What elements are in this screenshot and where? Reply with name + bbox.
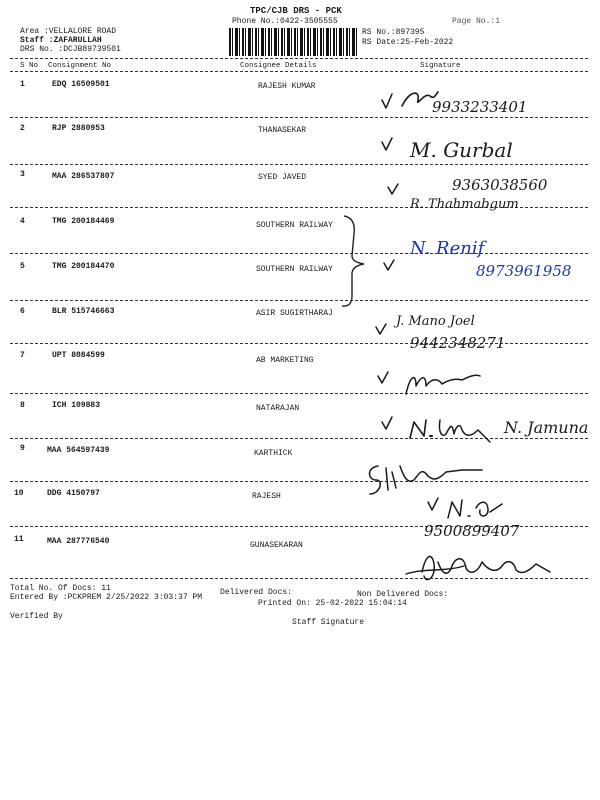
row-consignee: GUNASEKARAN [250,541,303,550]
page-number: Page No.:1 [452,17,501,26]
staff-signature: Staff Signature [292,618,365,627]
signature-row-8 [380,412,500,446]
non-delivered-docs: Non Delivered Docs: [357,590,449,599]
total-docs: Total No. Of Docs: 11 [10,584,111,593]
phone-row-10: 9500899407 [424,522,520,540]
row-sno: 8 [20,401,25,410]
row-consignment: MAA 286537807 [52,172,115,181]
phone-row-3: 9363038560 [452,176,548,194]
row-consignment: TMG 200184469 [52,217,115,226]
row-divider [10,164,588,165]
row-divider [10,393,588,394]
row-sno: 9 [20,444,25,453]
row-consignment: MAA 287776540 [47,537,110,546]
signature-row-11 [404,548,554,590]
tick-row-4-5 [382,258,402,274]
signature-row-2: M. Gurbal [410,138,513,162]
row-consignment: RJP 2880953 [52,124,105,133]
row-consignment: EDQ 16509501 [52,80,110,89]
verified-by: Verified By [10,612,63,621]
signature-row-9 [364,458,494,498]
row-consignment: ICH 109883 [52,401,101,410]
row-divider [10,438,588,439]
row-sno: 2 [20,124,25,133]
phone-row-1: 9933233401 [432,98,528,116]
row-divider [10,300,588,301]
row-consignee: SOUTHERN RAILWAY [256,221,333,230]
row-sno: 6 [20,307,25,316]
column-consignment: Consignment No [48,62,112,70]
rs-number: RS No.:897395 [362,28,425,37]
document-title: TPC/CJB DRS - PCK [250,6,342,16]
header-divider-bottom [10,71,588,72]
tick-row-2 [380,136,410,156]
second-signature-row-8: N. Jamuna [504,418,589,437]
entered-by: Entered By :PCKPREM 2/25/2022 3:03:37 PM [10,593,203,602]
row-consignee: SYED JAVED [258,173,307,182]
drs-number: DRS No. :DCJB89739501 [20,45,121,54]
row-sno: 7 [20,351,25,360]
row-consignment: BLR 515746663 [52,307,115,316]
phone-row-6: 9442348271 [410,334,506,352]
delivered-docs: Delivered Docs: [220,588,293,597]
signature-row-7 [376,370,486,400]
row-divider [10,481,588,482]
signature-row-3: R. Thahmabgum [410,197,519,212]
grouping-brace [340,214,370,310]
row-consignment: UPT 8084599 [52,351,105,360]
row-consignee: KARTHICK [254,449,293,458]
signature-row-4-5: N. Renif [410,238,485,259]
row-consignment: DDG 4150797 [47,489,100,498]
row-sno: 3 [20,170,25,179]
header-divider-top [10,58,588,59]
row-sno: 5 [20,262,25,271]
row-sno: 10 [14,489,24,498]
row-consignment: MAA 564597439 [47,446,110,455]
row-consignee: ASIR SUGIRTHARAJ [256,309,333,318]
phone-row-4-5: 8973961958 [476,262,572,280]
row-consignee: SOUTHERN RAILWAY [256,265,333,274]
phone-number: Phone No.:0422-3505555 [232,17,338,26]
barcode [229,28,359,56]
tick-row-3 [386,182,406,198]
column-signature: Signature [420,62,461,70]
row-consignee: AB MARKETING [256,356,314,365]
staff-label: Staff :ZAFARULLAH [20,36,102,45]
row-consignee: RAJESH [252,492,281,501]
column-consignee: Consignee Details [240,62,317,70]
column-sno: S No [20,62,39,70]
row-sno: 1 [20,80,25,89]
row-divider [10,253,588,254]
signature-row-6: J. Mano Joel [396,314,475,329]
signature-row-1 [380,86,440,116]
row-consignee: RAJESH KUMAR [258,82,316,91]
row-consignee: THANASEKAR [258,126,307,135]
printed-on: Printed On: 25-02-2022 15:04:14 [258,599,407,608]
row-divider [10,117,588,118]
row-consignment: TMG 200184470 [52,262,115,271]
row-sno: 11 [14,535,24,544]
area-label: Area :VELLALORE ROAD [20,27,117,36]
tick-row-6 [374,322,394,338]
row-sno: 4 [20,217,25,226]
row-consignee: NATARAJAN [256,404,300,413]
rs-date: RS Date:25-Feb-2022 [362,38,454,47]
